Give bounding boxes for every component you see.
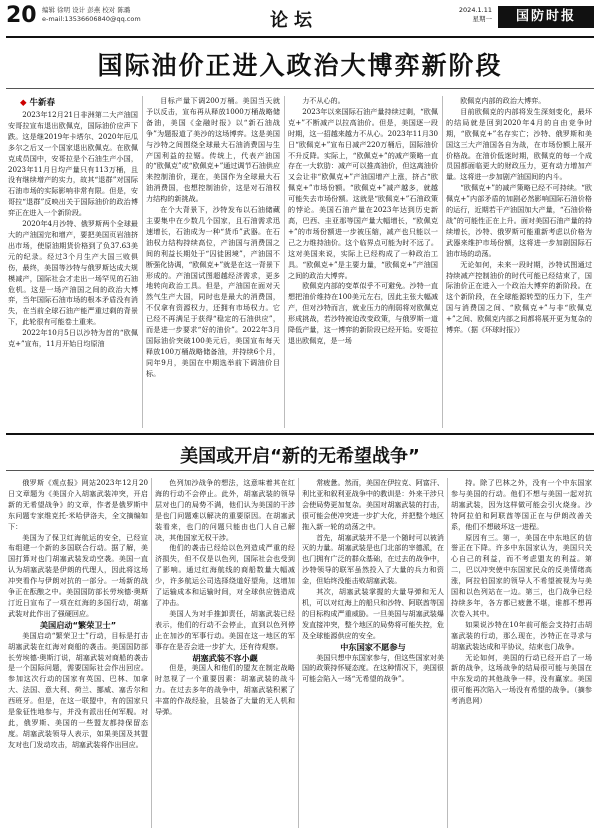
column-divider	[142, 96, 143, 428]
weekday: 星期一	[472, 15, 492, 23]
paragraph: 美国只想中东国家参与，但这些国家对美国的政策持怀疑态度。在这种情况下，美国很可能会陷入一场“无希望的战争”。	[302, 652, 444, 684]
paragraph: 欧佩克内部的政治大博弈。	[460, 96, 546, 105]
column-divider	[442, 96, 443, 428]
header-rule	[6, 36, 594, 38]
section-title: 论坛	[270, 10, 318, 31]
subheading: 胡塞武装不容小觑	[192, 652, 258, 663]
editor-names: 编辑 徐明 设计 彭燕 校对 陈璐	[42, 6, 131, 14]
article1-column-2	[146, 96, 280, 428]
paragraph: 2022年10月5日以沙特为首的“欧佩克+”宣布，11月开始日均原油	[8, 328, 138, 349]
column-divider	[298, 478, 299, 828]
paragraph: 2020年4月沙特、俄罗斯两个全球最大的产油国完和增产，要把美国页岩油挤出市场，使原油期货价格到了负37.63美元的纪录。经过3个月生产大国三败俱伤，最终，美国等沙特与俄罗斯达成大规模减产，国际社会才走出一场罕见的石油危机。这是一场产油国之间的政治大博弈，当年国际石油市场的根本矛盾没有消失，在当前全球石油产能严重过剩的背景下，此轮很有可能卷土重来。	[8, 219, 138, 327]
paragraph: 他们的袭击已经给以色列造成严重的经济损失，但不仅是以色列，国际社会也受到了影响。通过红海航线的商船数量大幅减少，许多航运公司选择绕道好望角，这增加了运输成本和运输时间，对全球供应链造成了冲击。	[155, 543, 295, 607]
paragraph: 如果说沙特在10年前可能会支持打击胡塞武装的行动，那么现在，沙特正在寻求与胡塞武装达成和平协议，结束也门战争。	[451, 619, 592, 651]
masthead-logo: 国防时报	[498, 6, 594, 28]
article1-column-1	[8, 110, 138, 428]
subheading: 美国启动“繁荣卫士”	[39, 619, 117, 630]
column-divider	[447, 478, 448, 828]
paragraph: 2023年12月21日非洲第二大产油国安哥拉宣布退出欧佩克，国际油价应声下跌。这是继2019年卡塔尔、2020年厄瓜多尔之后又一个国家退出欧佩克。在欧佩克成员国中，安哥拉是个石油生产小国，2023年11月日均产量只有113万桶，且没有继续增产的实力，故其“退群”对国际石油市场的实际影响非常有限。但是，安哥拉“退群”反映出关于国际油价的政治博弈正在进入一个新阶段。	[8, 110, 138, 218]
paragraph: 无论如何，美国的行动已经开启了一场新的战争，这场战争的结局很可能与美国在中东发动的其他战争一样，没有赢家。美国很可能再次陷入一场没有希望的战争。（摘参考消息网）	[451, 652, 592, 706]
subheading: 中东国家不愿参与	[340, 641, 406, 652]
headline-rule	[6, 470, 594, 471]
paragraph: 美国启动“繁荣卫士”行动，目标是打击胡塞武装在红海对商船的袭击。美国国防部长劳埃德·奥斯汀说，胡塞武装对商船的袭击是一个国际问题，需要国际社会作出回应。参加这次行动的国家有英国、巴林、加拿大、法国、意大利、荷兰、挪威、塞舌尔和西班牙。但是，在这一联盟中，有的国家只是象征性地参与，并没有派出任何军舰。对此，俄罗斯、美国的一些盟友都持保留态度。胡塞武装领导人表示，如果美国及其盟友对也门发动攻击，胡塞武装将作出回应。	[8, 630, 148, 749]
paragraph: 力不从心的。	[302, 96, 345, 105]
date: 2024.1.11	[458, 6, 492, 14]
paragraph: 2023年以来国际石油产量持续过剩，“欧佩克+”不断减产以拉高油价。但是，美国逐一段时期，这一招越来越力不从心。2023年11月30日“欧佩克+”宣布日减产220万桶后，国际油价不升反降。实际上，“欧佩克+”的减产策略一直存在一大软肋：减产可以推高油价，但这离油价又会让非“欧佩克+”产油国增产上涨，挤占“欧佩克+”市场份额。“欧佩克+”减产越多，就越可能失去市场份额。这就是“欧佩克+”石油政策的悖论。美国石油产量在2023年达到历史新高，巴西、圭亚那等国产量大幅增长，“欧佩克+”的市场份额进一步被压缩，减产也只能以一己之力维持油价。这个临界点可能为时不远了。这对美国来说，实际上已经构成了一种政治工具。“欧佩克+”是主要力量，“欧佩克+”产油国之间的政治大博弈。	[288, 106, 438, 280]
paragraph: 色列加沙战争的想法，这意味着其在红海的行动不会停止。此外，胡塞武装的领导层对也门的局势不满，他们认为美国的干涉是也门问题难以解决的重要原因。在胡塞武装看来，也门的问题只能由也门人自己解决，其他国家无权干涉。	[155, 478, 295, 542]
article1-column-4	[446, 96, 592, 428]
article2-column-3	[302, 478, 444, 828]
paragraph: 俄罗斯《观点报》网站2023年12月20日文章题为《美国介入胡塞武装冲突，开启新的无希望战争》的文章，作者是俄罗斯中东问题专家维克托·米哈伊洛夫，全文摘编如下：	[8, 478, 148, 531]
page-number: 20	[6, 3, 37, 28]
paragraph: “欧佩克+”的减产策略已经不可持续。“欧佩克+”内部矛盾的加剧必然影响国际石油价格的运行，近期若干产油国加大产量，“石油价格战”的可能性正在上升。面对美国石油产量的持续增长，沙特、俄罗斯可能重新考虑以价格为武器来维护市场份额，这将进一步加剧国际石油市场的动荡。	[446, 183, 592, 258]
paragraph: 无论如何，未来一段时期，沙特试图通过持续减产控制油价的时代可能已经结束了，国际油价正在进入一个政治大博弈的新阶段。在这个新阶段，在全球能源转型的压力下，生产国与消费国之间、“欧佩克+”与非“欧佩克+”之间、欧佩克内部之间都将展开更为复杂的博弈。（据《环球时报》）	[446, 259, 592, 335]
article1-column-3	[288, 96, 438, 428]
author-name: 牛新春	[29, 98, 56, 108]
paragraph: 持。除了巴林之外，没有一个中东国家参与美国的行动。他们不想与美国一起对抗胡塞武装，因为这样做可能会引火烧身。沙特阿拉伯和阿联酋等国正在与伊朗改善关系，他们不想破坏这一进程。	[451, 478, 592, 531]
editor-email: e-mail:13536606840@qq.com	[42, 15, 141, 23]
article-divider	[6, 433, 594, 435]
article2-column-2	[155, 478, 295, 828]
paragraph: 美国为了保卫红海航运的安全，已经宣布组建一个新的多国联合行动。据了解，美国打算对也门胡塞武装发动空袭。美国一直认为胡塞武装是伊朗的代理人，因此将这场冲突看作与伊朗对抗的一部分。一场新的战争正在酝酿之中。美国国防部长劳埃德·奥斯汀近日宣布了一项在红海的多国行动，胡塞武装对此作出了强硬回应。	[8, 532, 148, 618]
headline-rule	[6, 88, 594, 89]
paragraph: 原因有三。第一，美国在中东地区的信誉正在下降。许多中东国家认为，美国只关心自己的利益，而不考虑盟友的利益。第二，巴以冲突使中东国家民众的反美情绪高涨，阿拉伯国家的领导人不希望被视为与美国和以色列站在一边。第三，也门战争已经持续多年，各方都已疲惫不堪，谁都不想再次卷入其中。	[451, 532, 592, 618]
paragraph: 常疲惫。然而，美国在伊拉克、阿富汗、利比亚和叙利亚战争中的教训是：外来干涉只会使局势更加复杂。美国对胡塞武装的打击，很可能会使冲突进一步扩大化，并把整个地区拖入新一轮的动荡之中。	[302, 478, 444, 531]
article1-headline: 国际油价正进入政治大博弈新阶段	[97, 51, 503, 80]
paragraph: 欧佩克内部的变革似乎不可避免。沙特一直想把油价维持在100美元左右，因此主张大幅减产，但对沙特而言，就业压力的削弱将对欧佩克形成挑战，若沙特被迫改变政策，与俄罗斯一道降低产量，这一博弈的新阶段已经开始。安哥拉退出欧佩克，是一场	[288, 281, 438, 345]
paragraph: 首先，胡塞武装并不是一个随时可以被消灭的力量。胡塞武装是也门北部的宰德派，在也门拥有广泛的群众基础，在过去的战争中，沙特领导的联军虽然投入了大量的兵力和资金，但始终没能击败胡塞武装。	[302, 532, 444, 586]
triangle-icon: ◆	[20, 98, 27, 108]
article2-column-4	[451, 478, 592, 828]
article1-byline	[20, 96, 55, 108]
article2-column-1	[8, 478, 148, 828]
paragraph: 美国人为对手推卸责任，胡塞武装已经表示，他们的行动不会停止，直到以色列停止在加沙的军事行动。美国在这一地区的军事存在是否会进一步扩大，还有待观察。	[155, 608, 295, 651]
column-divider	[151, 478, 152, 828]
paragraph: 目标产量下调200万桶。美国当天就予以反击，宣布再从释放1000万桶战略储备油，美国《金融时报》以“新石油战争”为题报道了美沙的这场博弈。这是美国与沙特之间围绕全球最大石油消费国与生产国利益的拉锯。传统上，代表产油国的“欧佩克”或“欧佩克+”通过调节石油供应来控制油价，现在，美国作为全球最大石油消费国，也想控制油价，这是对石油权力结构的新挑战。	[146, 96, 280, 204]
paragraph: 其次，胡塞武装掌握的大量导弹和无人机，可以对红海上的船只和沙特、阿联酋等国的目标构成严重威胁。一旦美国与胡塞武装爆发直接冲突，整个地区的局势将可能失控，危及全球能源供应的安全。	[302, 587, 444, 640]
column-divider	[284, 96, 285, 428]
paragraph: 但是，美国人和他们的盟友在制定战略时忽视了一个重要因素：胡塞武装的战斗力。在过去多年的战争中，胡塞武装积累了丰富的作战经验，且装备了大量的无人机和导弹。	[155, 663, 295, 717]
page-header	[0, 0, 600, 38]
issue-date	[456, 6, 492, 24]
paragraph: 在个大背景下，沙特发布以石油储藏主要集中在少数几个国家，且石油需求迅速增长，石油成为一种“货币”武器。在石油权力结构持续高位，产油国与消费国之间的利益长期处于“囚徒困境”，产油国不断强化协调，“欧佩克+”就是在这一背景下形成的。产油国试图超越经济需求，更多地转向政治工具。但是，产油国在面对天然气生产大国，同时也是最大的消费国，不仅拿有资源权力，还拥有市场权力。它已经不再满足于获得“稳定的石油供应”，而是进一步要求“好的油价”。2022年3月国际油价突破100美元后，美国宣布每天释放100万桶战略储备油，并持续6个月，同年9月，美国在中期选举前下调油价目标。	[146, 205, 280, 378]
article2-headline: 美国或开启“新的无希望战争”	[180, 446, 420, 467]
editor-credits	[42, 6, 141, 24]
paragraph: 目前欧佩克的内部将发生深刻变化，最坏的结局就是回到2020年4月的自由竞争时期，“欧佩克+”名存实亡；沙特、俄罗斯和美国这三大产油国各自为战，在市场份额上展开价格战。在油价低迷时期，欧佩克的每一个成员国都面临更大的财政压力，更有动力增加产量。这将进一步加剧产油国间的内斗。	[446, 106, 592, 182]
